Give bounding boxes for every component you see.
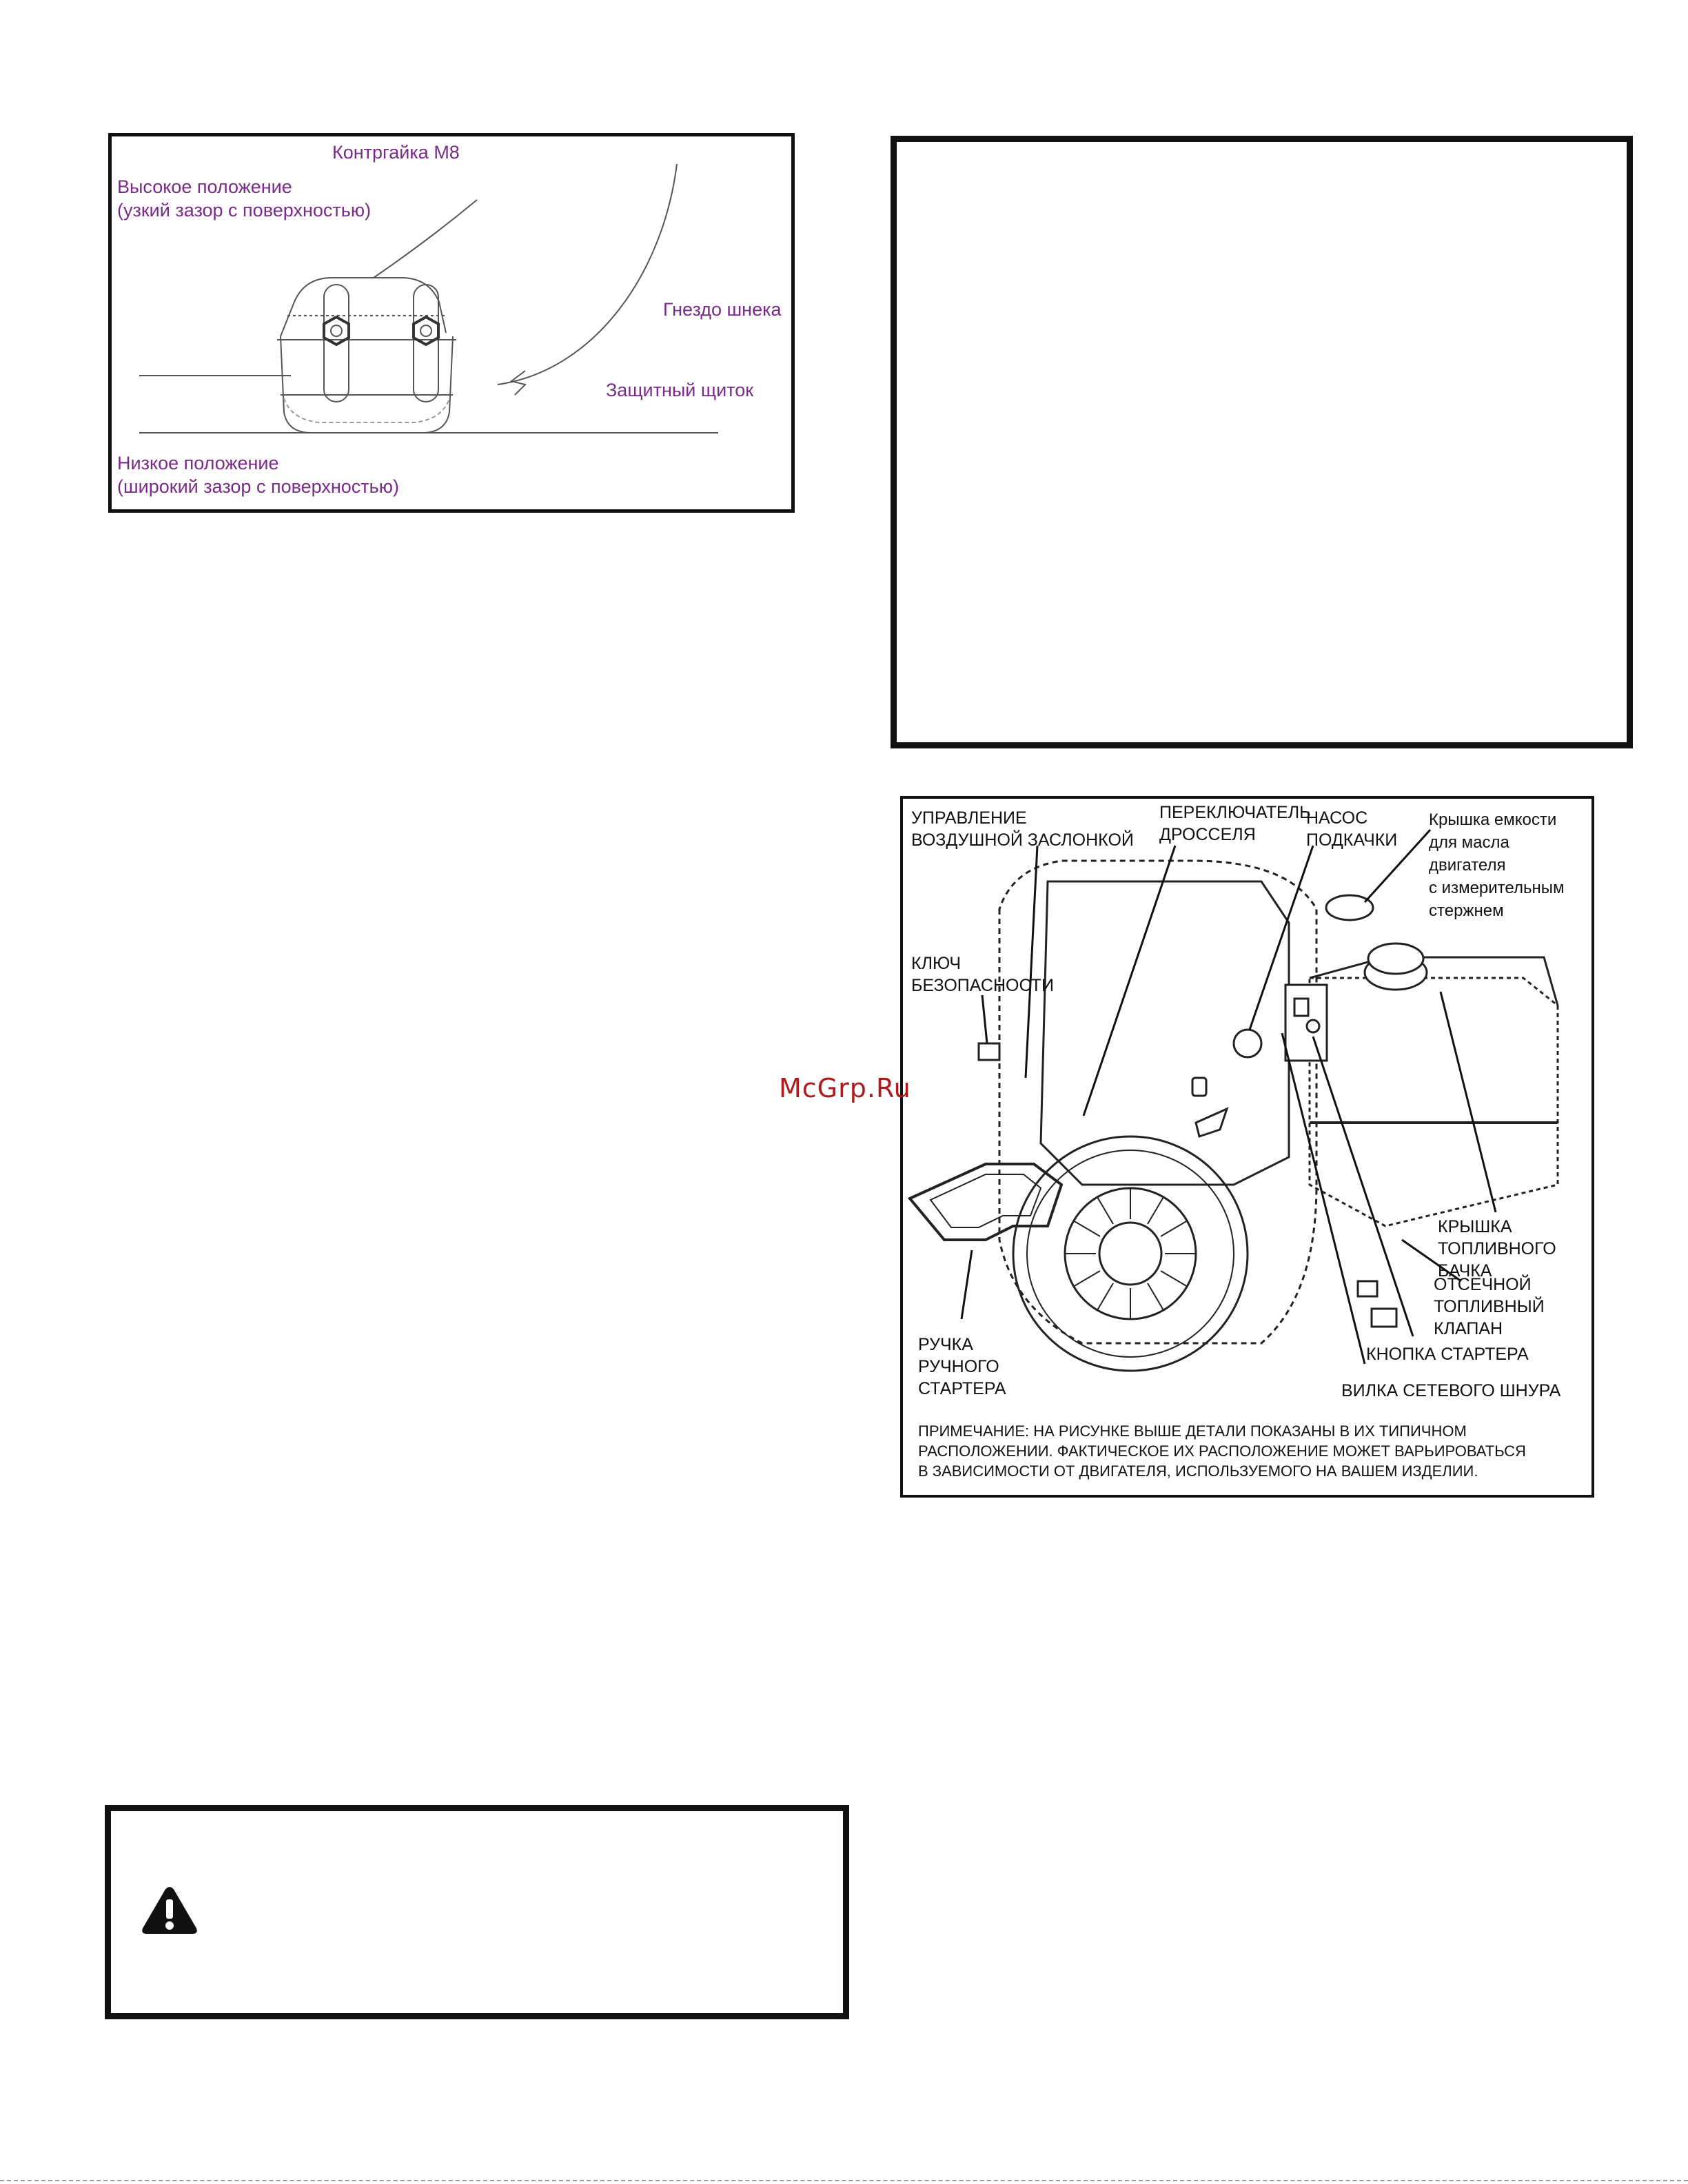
recoil-starter-label: РУЧКА [918,1335,973,1354]
figure-note-line1: ПРИМЕЧАНИЕ: НА РИСУНКЕ ВЫШЕ ДЕТАЛИ ПОКАЗАНЫ В ИХ ТИПИЧНОМ [918,1422,1467,1440]
oil-cap-label-4: с измерительным [1429,879,1565,897]
auger-housing-label: Гнездо шнека [663,299,782,320]
safety-key-label-2: БЕЗОПАСНОСТИ [911,976,1054,995]
low-position-note: (широкий зазор с поверхностью) [117,476,399,497]
engine-controls-figure [900,796,1594,1498]
locknut-label: Контргайка М8 [332,142,460,163]
power-plug-label: ВИЛКА СЕТЕВОГО ШНУРА [1341,1381,1561,1400]
low-position-label: Низкое положение [117,453,279,473]
choke-label-2: ВОЗДУШНОЙ ЗАСЛОНКОЙ [911,830,1134,850]
page-bottom-rule [0,2180,1688,2181]
starter-button-label: КНОПКА СТАРТЕРА [1366,1345,1529,1364]
recoil-starter-label-2: РУЧНОГО [918,1357,999,1376]
fuel-shutoff-label: ОТСЕЧНОЙ [1434,1275,1532,1294]
choke-label: УПРАВЛЕНИЕ [911,808,1027,828]
oil-cap-label-5: стержнем [1429,901,1504,920]
high-position-label: Высокое положение [117,176,292,197]
fuel-cap-label-2: ТОПЛИВНОГО [1438,1239,1556,1258]
fuel-cap-label-3: БАЧКА [1438,1261,1492,1280]
fuel-cap-label: КРЫШКА [1438,1217,1512,1236]
safety-key-label: КЛЮЧ [911,954,962,973]
shield-label: Защитный щиток [606,380,754,400]
fuel-shutoff-label-3: КЛАПАН [1434,1319,1503,1338]
throttle-label-2: ДРОССЕЛЯ [1159,825,1256,844]
watermark: McGrp.Ru [779,1073,911,1103]
warning-box [105,1805,849,2019]
figure-note-line3: В ЗАВИСИМОСТИ ОТ ДВИГАТЕЛЯ, ИСПОЛЬЗУЕМОГО НА ВАШЕМ ИЗДЕЛИИ. [918,1462,1478,1480]
recoil-starter-label-3: СТАРТЕРА [918,1379,1006,1398]
figure-note-line2: РАСПОЛОЖЕНИИ. ФАКТИЧЕСКОЕ ИХ РАСПОЛОЖЕНИЕ МОЖЕТ ВАРЬИРОВАТЬСЯ [918,1442,1526,1460]
oil-cap-label: Крышка емкости [1429,810,1557,829]
warning-triangle-icon [140,1884,199,1937]
oil-cap-label-3: двигателя [1429,856,1506,875]
high-position-note: (узкий зазор с поверхностью) [117,200,372,221]
fuel-shutoff-label-2: ТОПЛИВНЫЙ [1434,1297,1545,1316]
oil-cap-label-2: для масла [1429,833,1509,852]
primer-label: НАСОС [1306,808,1368,828]
throttle-label: ПЕРЕКЛЮЧАТЕЛЬ [1159,803,1311,822]
notice-box [891,136,1633,748]
skid-shoe-figure [108,133,795,513]
primer-label-2: ПОДКАЧКИ [1306,830,1398,850]
